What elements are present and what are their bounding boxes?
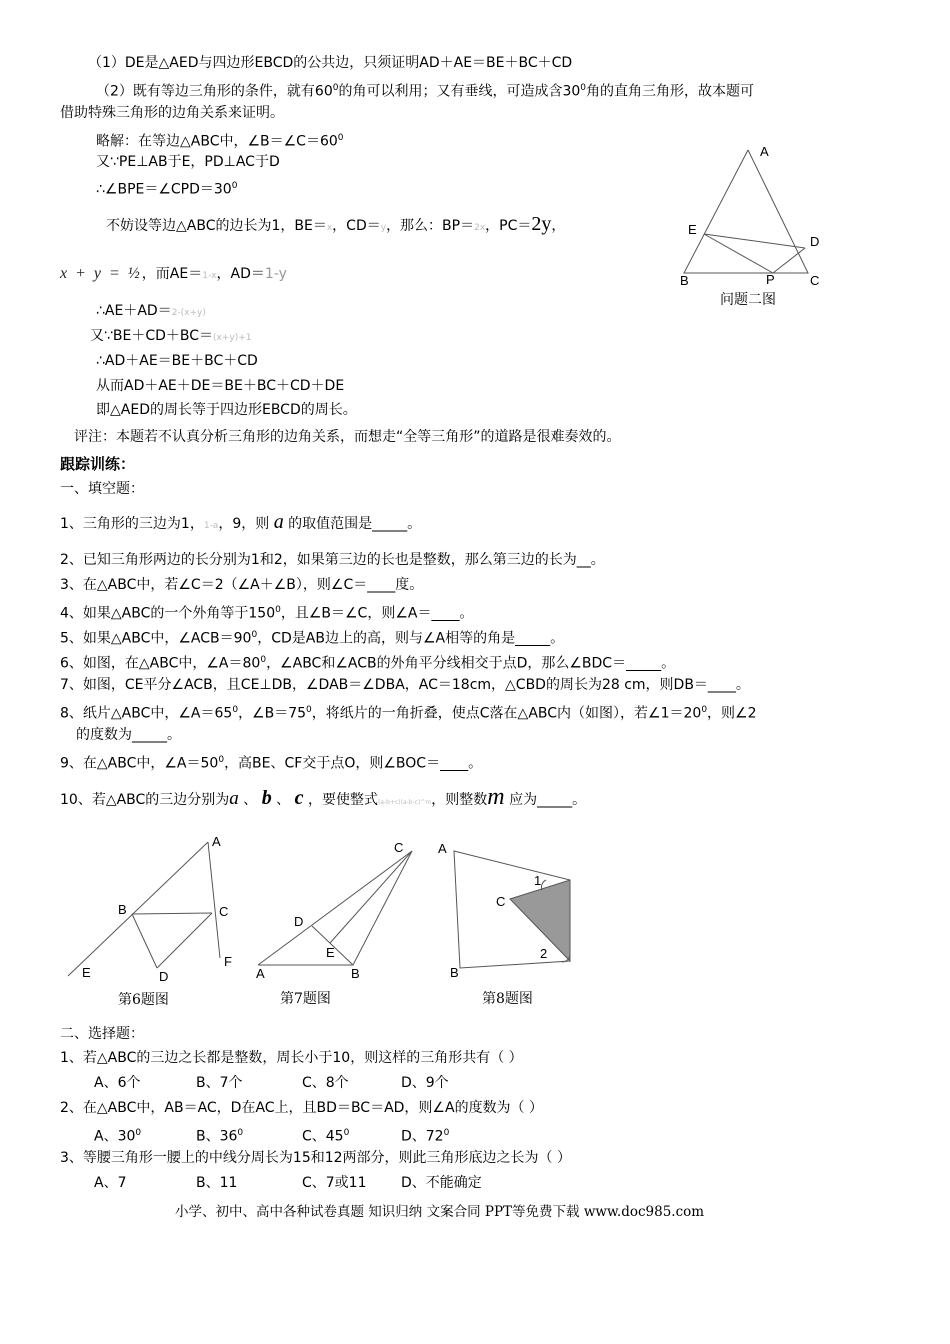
question-5: 5、如果△ABC中，$\angle ACB=90^0$，CD是AB边上的高，则与∠A相等的角是_____。 [60,630,565,647]
solution-line-3: 借助特殊三角形的边角关系来证明。 [60,105,284,121]
mc-question-1: 1、若△ABC的三边之长都是整数，周长小于10，则这样的三角形共有（ ） [60,1050,523,1066]
solution-line-5: 又∵PE⊥AB于E，PD⊥AC于D [96,154,280,170]
question-7: 7、如图，CE平分∠ACB，且CE⊥DB，∠DAB＝∠DBA，AC＝18cm，△CBD的周长为28 cm，则DB＝____。 [60,677,750,693]
fig8-label-a: A [438,841,447,856]
solution-line-9: ∴AE＋AD＝2-(x+y) [96,303,206,319]
fig6-label-c: C [219,904,229,919]
question-9: 9、在△ABC中，$\angle A=50^0$，高BE、CF交于点O，则∠BOC＝____。 [60,755,483,772]
fig7-label-d: D [294,914,304,929]
solution-line-1: （1）DE是△AED与四边形EBCD的公共边，只须证明AD＋AE＝BE＋BC＋CD [88,55,573,71]
solution-line-8: x + y = ½，而AE＝1-x，AD＝1-y [60,265,287,282]
fig6-label-e: E [82,965,91,980]
fig2-label-p: P [766,272,775,287]
fig6-label-a: A [212,834,221,849]
fig8-label-2: 2 [540,946,548,961]
solution-line-13: 即△AED的周长等于四边形EBCD的周长。 [96,402,357,418]
question-1: 1、三角形的三边为1，1-a，9，则 a 的取值范围是_____。 [60,511,422,533]
mc-question-2: 2、在△ABC中，AB＝AC，D在AC上，且BD＝BC＝AD，则∠A的度数为（ ） [60,1100,544,1116]
footer-text: 小学、初中、高中各种试卷真题 知识归纳 文案合同 PPT等免费下载 www.doc985.com [175,1204,705,1220]
mc-question-3: 3、等腰三角形一腰上的中线分周长为15和12两部分，则此三角形底边之长为（ ） [60,1150,571,1166]
fig6-label-b: B [118,902,127,917]
solution-line-6: $\therefore\angle BPE=\angle CPD=30^0$ [96,181,238,198]
solution-line-2: （2）既有等边三角形的条件，就有$60^0$的角可以利用；又有垂线，可造成含$30^0$角的直角三角形，故本题可 [96,83,755,100]
fig8-label-c: C [496,894,506,909]
fig8-label-b: B [450,965,459,980]
fig7-caption: 第7题图 [280,991,331,1007]
fig6-label-d: D [159,969,169,984]
fig7-label-a: A [256,966,265,981]
fig8-label-1: 1 [534,873,542,888]
question-8: 8、纸片△ABC中，$\angle A=65^0$，$\angle B=75^0$，将纸片的一角折叠，使点C落在△ABC内（如图），若$\angle 1=20^0$，则∠2 [60,705,757,722]
solution-line-11: ∴AD＋AE＝BE＋BC＋CD [96,353,258,369]
section-multiple-choice: 二、选择题： [60,1026,144,1042]
solution-note: 评注：本题若不认真分析三角形的边角关系，而想走“全等三角形”的道路是很难奏效的。 [74,429,621,445]
solution-line-12: 从而AD＋AE＋DE＝BE＋BC＋CD＋DE [96,378,345,394]
fig2-label-d: D [810,234,820,249]
fig8-caption: 第8题图 [482,991,533,1007]
fig7-label-b: B [351,966,360,981]
fig2-caption: 问题二图 [720,292,776,308]
figure-q7 [250,835,425,1013]
solution-line-10: 又∵BE＋CD＋BC＝(x+y)+1 [90,328,252,344]
fig6-caption: 第6题图 [118,992,169,1008]
solution-line-4: 略解：在等边△ABC中，$\angle B=\angle C=60^0$ [96,133,344,150]
solution-line-7: 不妨设等边△ABC的边长为1，BE＝x，CD＝y，那么：BP＝2x，PC＝2y， [106,213,566,235]
figure-q6 [60,828,250,1013]
fig6-label-f: F [224,954,232,969]
question-6: 6、如图，在△ABC中，$\angle A=80^0$，∠ABC和∠ACB的外角平分线相交于点D，那么∠BDC＝_____。 [60,655,676,672]
question-8-cont: 的度数为_____。 [76,727,181,743]
question-10: 10、若△ABC的三边分别为a 、 b 、 c ，要使整式(a-b+c)(a-b-c)^m，则整数m 应为_____。 [60,784,587,810]
question-4: 4、如果△ABC的一个外角等于$150^0$，且∠B＝∠C，则∠A＝____。 [60,605,474,622]
fig7-label-e: E [326,945,335,960]
section-fill-blank: 一、填空题： [60,481,144,497]
section-heading: 跟踪训练： [60,455,136,473]
fig2-label-b: B [680,273,689,288]
fig2-label-a: A [760,144,769,159]
figure-problem-two [670,138,830,313]
fig7-label-c: C [394,840,404,855]
question-2: 2、已知三角形两边的长分别为1和2，如果第三边的长也是整数，那么第三边的长为__。 [60,552,605,568]
fig2-label-c: C [810,273,820,288]
figure-q8 [430,835,590,1013]
question-3: 3、在△ABC中，若∠C＝2（∠A＋∠B），则∠C＝____度。 [60,577,424,593]
fig2-label-e: E [688,222,697,237]
